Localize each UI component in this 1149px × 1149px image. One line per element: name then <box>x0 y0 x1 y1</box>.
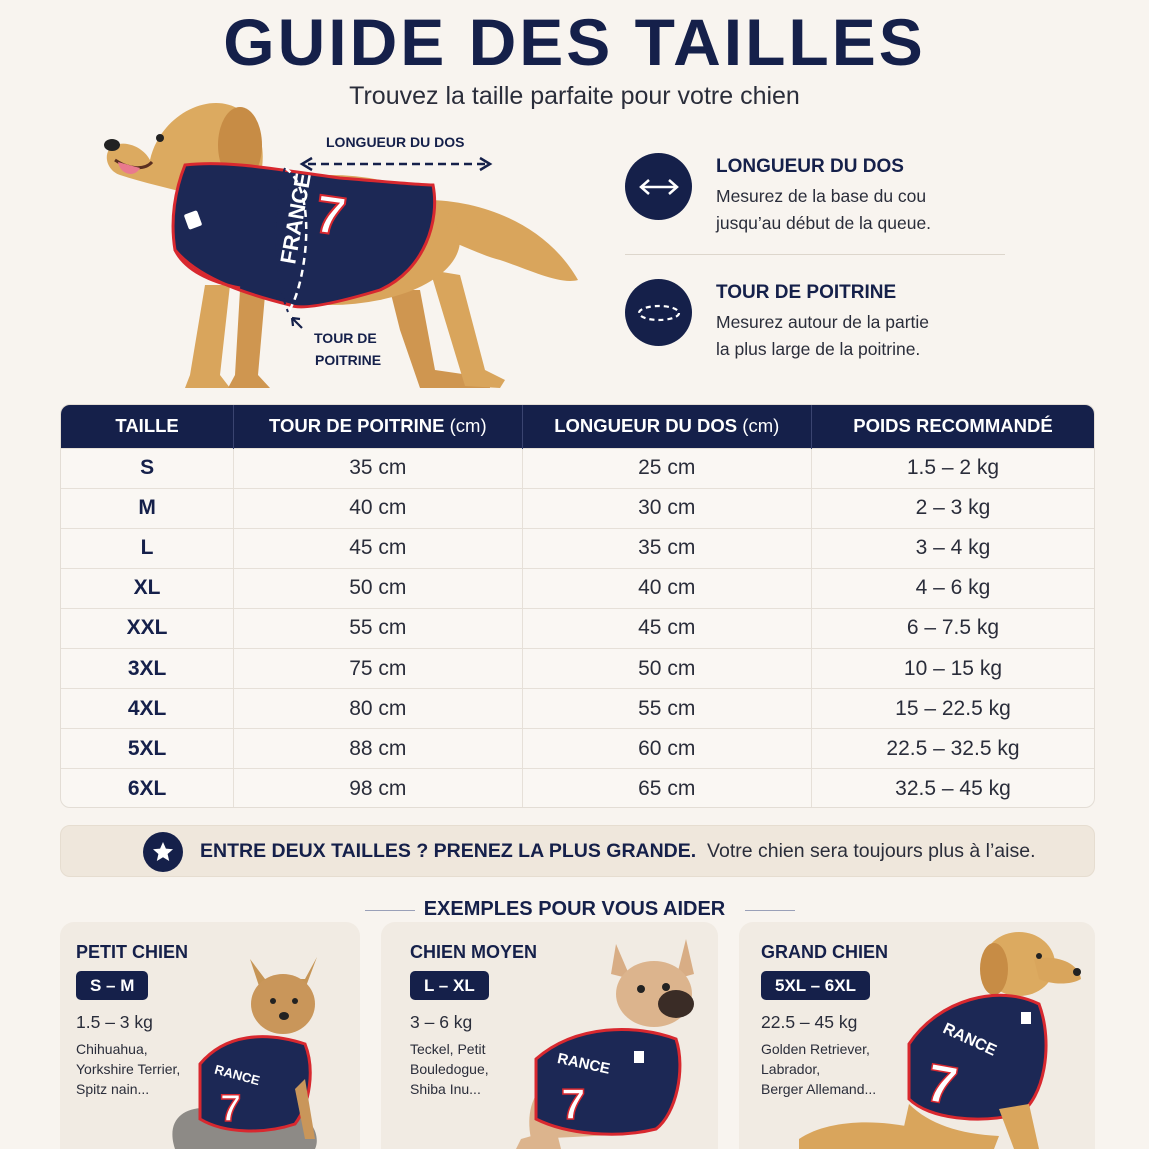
size-cell: 6XL <box>61 769 234 808</box>
table-row <box>61 568 1094 608</box>
size-cell: 3XL <box>61 648 234 688</box>
card-weight: 3 – 6 kg <box>410 1012 473 1032</box>
card-weight: 1.5 – 3 kg <box>76 1012 153 1032</box>
svg-text:7: 7 <box>220 1088 242 1130</box>
hero-chest-label-line1: TOUR DE <box>314 330 377 346</box>
back-cell: 35 cm <box>522 528 811 568</box>
header-chest-label: TOUR DE POITRINE <box>269 415 445 437</box>
card-breed-line: Teckel, Petit <box>410 1041 486 1057</box>
examples-heading: EXEMPLES POUR VOUS AIDER <box>423 898 726 920</box>
table-row <box>61 528 1094 568</box>
size-cell: 4XL <box>61 689 234 729</box>
card-title: CHIEN MOYEN <box>410 942 538 962</box>
page-title: GUIDE DES TAILLES <box>223 5 926 79</box>
weight-cell: 4 – 6 kg <box>811 568 1094 608</box>
card-breed-line: Bouledogue, <box>410 1061 489 1077</box>
measure-back-line2: jusqu’au début de la queue. <box>716 213 932 233</box>
back-cell: 30 cm <box>522 488 811 528</box>
chest-cell: 75 cm <box>234 648 522 688</box>
weight-cell: 6 – 7.5 kg <box>811 608 1094 648</box>
svg-text:RANCE: RANCE <box>555 1050 612 1078</box>
back-cell: 45 cm <box>522 608 811 648</box>
size-cell: XXL <box>61 608 234 648</box>
size-cell: S <box>61 448 234 488</box>
back-cell: 40 cm <box>522 568 811 608</box>
measure-back-line1: Mesurez de la base du cou <box>716 186 927 206</box>
card-title: GRAND CHIEN <box>761 942 889 962</box>
header-chest <box>234 405 522 448</box>
star-icon <box>143 832 183 872</box>
table-row <box>61 689 1094 729</box>
svg-text:7: 7 <box>561 1080 586 1129</box>
chest-cell: 98 cm <box>234 769 522 808</box>
hero-chest-label-line2: POITRINE <box>315 352 382 368</box>
back-cell: 65 cm <box>522 769 811 808</box>
measure-chest-line2: la plus large de la poitrine. <box>716 339 921 359</box>
measure-divider <box>625 254 1005 255</box>
chest-cell: 50 cm <box>234 568 522 608</box>
card-size-badge: 5XL – 6XL <box>761 971 870 1000</box>
weight-cell: 10 – 15 kg <box>811 648 1094 688</box>
french-bulldog-illustration <box>516 929 706 1149</box>
card-size-badge: S – M <box>76 971 148 1000</box>
table-row <box>61 729 1094 769</box>
table-header-row <box>61 405 1094 448</box>
double-arrow-icon <box>625 153 692 220</box>
card-breed-line: Golden Retriever, <box>761 1041 870 1057</box>
svg-text:RANCE: RANCE <box>212 1061 262 1089</box>
header-back-unit: (cm) <box>742 415 780 437</box>
card-size-badge: L – XL <box>410 971 489 1000</box>
card-breed-line: Berger Allemand... <box>761 1081 877 1097</box>
tip-text <box>200 840 1035 863</box>
back-cell: 25 cm <box>522 448 811 488</box>
size-cell: XL <box>61 568 234 608</box>
chest-cell: 40 cm <box>234 488 522 528</box>
tip-bold-text: ENTRE DEUX TAILLES ? PRENEZ LA PLUS GRANDE. <box>200 840 697 862</box>
example-card-medium <box>381 922 718 1149</box>
header-size: TAILLE <box>61 405 234 448</box>
chest-cell: 80 cm <box>234 689 522 729</box>
yorkshire-dog-illustration <box>155 939 335 1149</box>
measure-chest-title: TOUR DE POITRINE <box>716 282 897 303</box>
size-table <box>60 404 1095 808</box>
chest-cell: 55 cm <box>234 608 522 648</box>
card-breed-line: Chihuahua, <box>76 1041 148 1057</box>
table-row <box>61 769 1094 808</box>
size-cell: L <box>61 528 234 568</box>
chest-cell: 35 cm <box>234 448 522 488</box>
card-weight: 22.5 – 45 kg <box>761 1012 858 1032</box>
back-cell: 55 cm <box>522 689 811 729</box>
dashed-ring-icon <box>625 279 692 346</box>
hero-jersey-number: 7 <box>311 183 350 248</box>
card-breed-line: Labrador, <box>761 1061 821 1077</box>
table-row <box>61 488 1094 528</box>
card-breed-line: Yorkshire Terrier, <box>76 1061 181 1077</box>
tip-banner <box>60 825 1095 877</box>
measure-chest-line1: Mesurez autour de la partie <box>716 312 930 332</box>
back-cell: 60 cm <box>522 729 811 769</box>
header-back-label: LONGUEUR DU DOS <box>554 415 738 437</box>
hero-back-label: LONGUEUR DU DOS <box>326 134 465 150</box>
card-breed-line: Shiba Inu... <box>410 1081 481 1097</box>
size-cell: M <box>61 488 234 528</box>
measure-back-length <box>625 153 1005 243</box>
svg-text:7: 7 <box>921 1052 962 1117</box>
weight-cell: 3 – 4 kg <box>811 528 1094 568</box>
weight-cell: 32.5 – 45 kg <box>811 769 1094 808</box>
weight-cell: 15 – 22.5 kg <box>811 689 1094 729</box>
tip-regular-text: Votre chien sera toujours plus à l’aise. <box>707 840 1036 862</box>
measure-back-description <box>716 183 1006 237</box>
header-chest-unit: (cm) <box>449 415 487 437</box>
table-row <box>61 608 1094 648</box>
measure-back-title: LONGUEUR DU DOS <box>716 156 904 177</box>
card-title: PETIT CHIEN <box>76 942 189 962</box>
weight-cell: 1.5 – 2 kg <box>811 448 1094 488</box>
measure-chest-description <box>716 309 1006 363</box>
size-cell: 5XL <box>61 729 234 769</box>
golden-retriever-small-illustration <box>799 924 1089 1149</box>
example-card-large <box>739 922 1095 1149</box>
table-row <box>61 448 1094 488</box>
hero-jersey-text: FRANCE <box>275 171 316 266</box>
header-back <box>522 405 811 448</box>
card-breed-line: Spitz nain... <box>76 1081 150 1097</box>
header-weight: POIDS RECOMMANDÉ <box>811 405 1094 448</box>
chest-cell: 45 cm <box>234 528 522 568</box>
weight-cell: 22.5 – 32.5 kg <box>811 729 1094 769</box>
example-card-small <box>60 922 360 1149</box>
hero-dog-illustration <box>90 90 590 395</box>
svg-text:RANCE: RANCE <box>940 1020 999 1060</box>
page-subtitle: Trouvez la taille parfaite pour votre chien <box>349 82 800 110</box>
back-cell: 50 cm <box>522 648 811 688</box>
table-row <box>61 648 1094 688</box>
measure-chest <box>625 279 1005 369</box>
weight-cell: 2 – 3 kg <box>811 488 1094 528</box>
chest-cell: 88 cm <box>234 729 522 769</box>
